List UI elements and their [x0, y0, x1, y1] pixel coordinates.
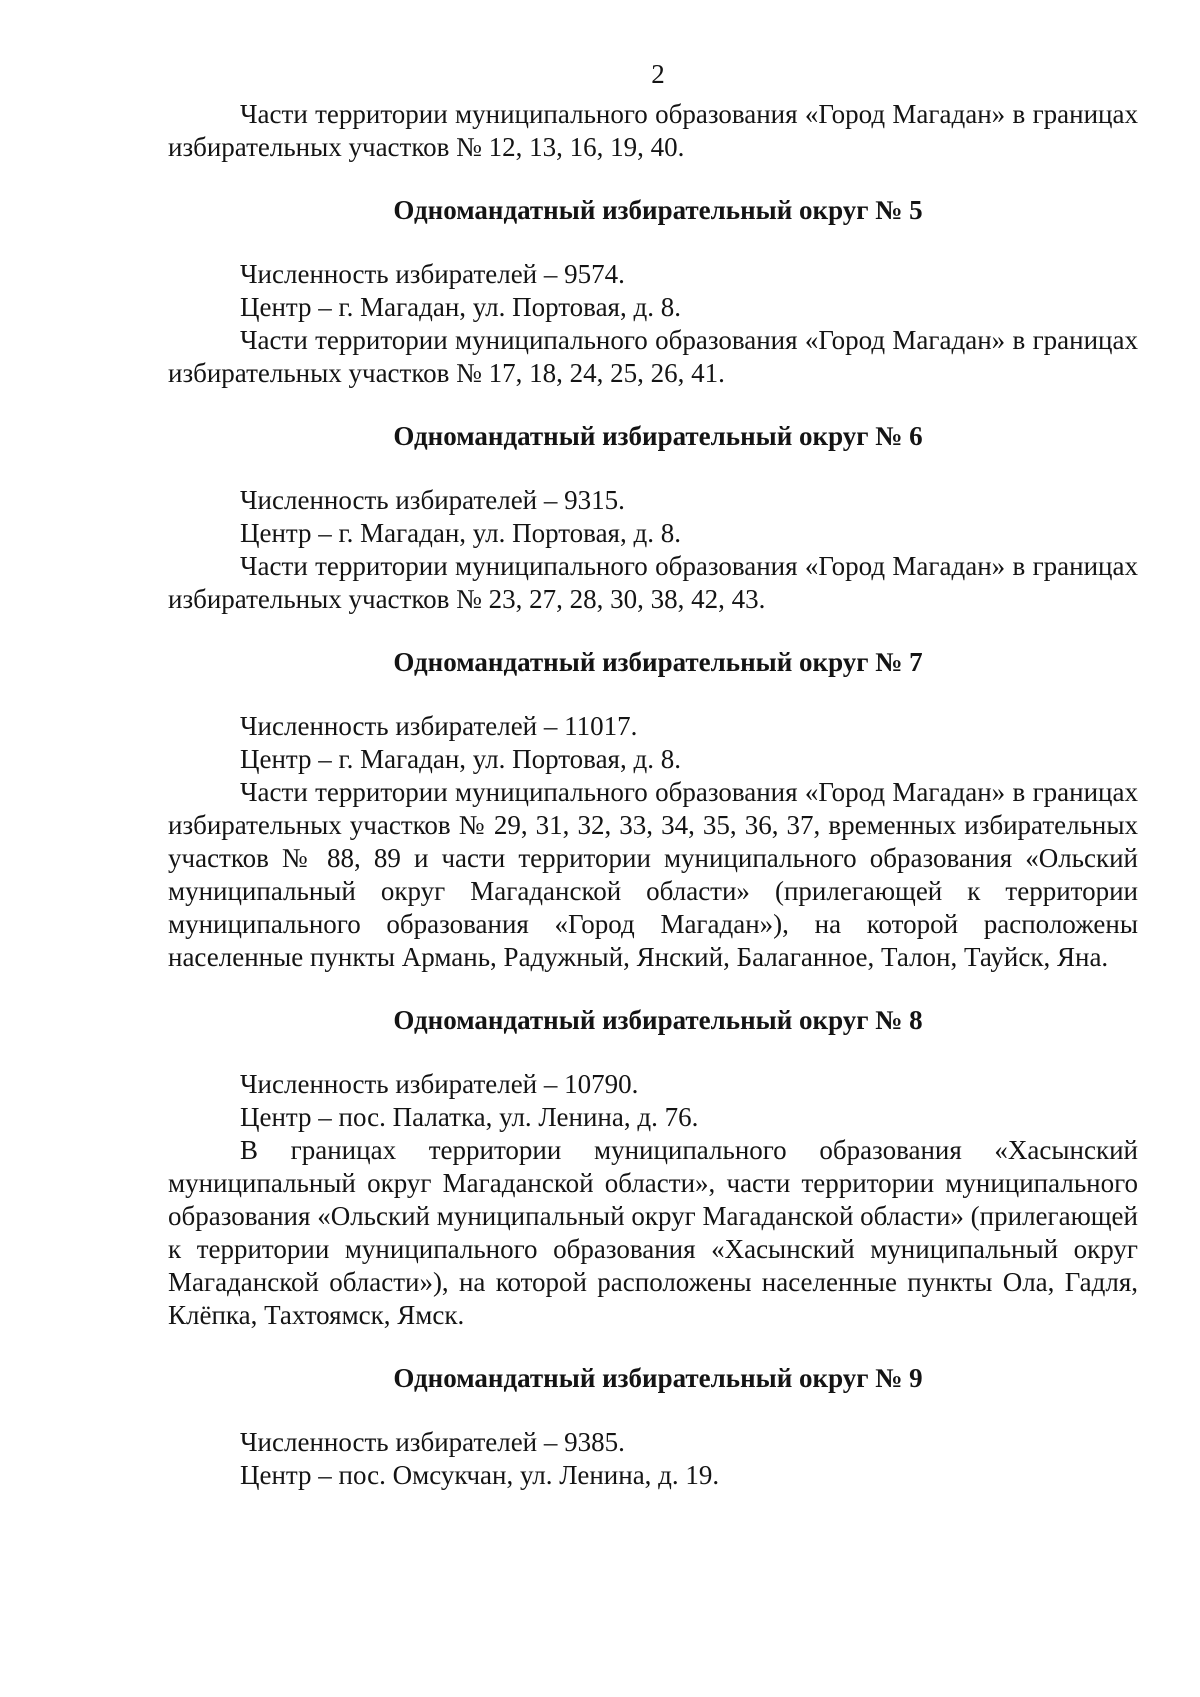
district-voters: Численность избирателей – 11017.: [240, 711, 638, 741]
intro-boundary-text: Части территории муниципального образования «Город Магадан» в границах избирательных участков № 12, 13, 16, 19, 40.: [168, 99, 1138, 162]
district-heading: Одномандатный избирательный округ № 5: [393, 195, 923, 225]
district-boundary: В границах территории муниципального образования «Хасынский муниципальный округ Магаданской области», части территории муниципального образования «Ольский муниципальный округ Магаданской области» (прилегающей к территории муниципального образования «Хасынский муниципальный округ Магаданской области»), на которой расположены населенные пункты Ола, Гадля, Клёпка, Тахтоямск, Ямск.: [168, 1135, 1138, 1330]
district-voters: Численность избирателей – 9385.: [240, 1427, 625, 1457]
district-center: Центр – г. Магадан, ул. Портовая, д. 8.: [240, 518, 681, 548]
district-boundary: Части территории муниципального образования «Город Магадан» в границах избирательных участков № 17, 18, 24, 25, 26, 41.: [168, 325, 1138, 388]
district-boundary: Части территории муниципального образования «Город Магадан» в границах избирательных участков № 23, 27, 28, 30, 38, 42, 43.: [168, 551, 1138, 614]
district-center: Центр – г. Магадан, ул. Портовая, д. 8.: [240, 744, 681, 774]
district-section-5: [168, 164, 1138, 390]
district-voters: Численность избирателей – 9315.: [240, 485, 625, 515]
district-voters: Численность избирателей – 9574.: [240, 259, 625, 289]
district-heading: Одномандатный избирательный округ № 7: [393, 647, 923, 677]
district-heading: Одномандатный избирательный округ № 6: [393, 421, 923, 451]
district-heading: Одномандатный избирательный округ № 8: [393, 1005, 923, 1035]
district-section-7: [168, 616, 1138, 974]
district-section-9: [168, 1332, 1138, 1492]
district-heading: Одномандатный избирательный округ № 9: [393, 1363, 923, 1393]
district-center: Центр – пос. Омсукчан, ул. Ленина, д. 19.: [240, 1460, 720, 1490]
document-page: [168, 56, 1138, 1492]
district-center: Центр – пос. Палатка, ул. Ленина, д. 76.: [240, 1102, 699, 1132]
district-boundary: Части территории муниципального образования «Город Магадан» в границах избирательных участков № 29, 31, 32, 33, 34, 35, 36, 37, временных избирательных участков № 88, 89 и части территории муниципального образования «Ольский муниципальный округ Магаданской области» (прилегающей к территории муниципального образования «Город Магадан»), на которой расположены населенные пункты Армань, Радужный, Янский, Балаганное, Талон, Тауйск, Яна.: [168, 777, 1138, 972]
district-center: Центр – г. Магадан, ул. Портовая, д. 8.: [240, 292, 681, 322]
district-voters: Численность избирателей – 10790.: [240, 1069, 639, 1099]
page-number: 2: [651, 59, 665, 89]
district-section-8: [168, 974, 1138, 1332]
district-section-6: [168, 390, 1138, 616]
